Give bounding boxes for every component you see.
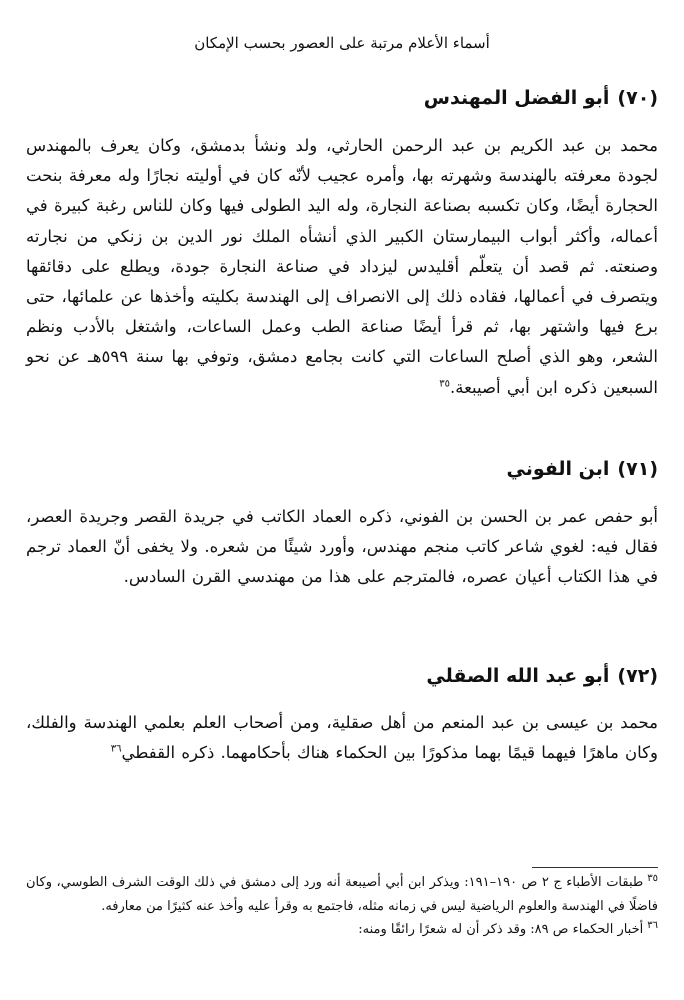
entry-number: (٧١) bbox=[617, 458, 658, 480]
footnote-text: طبقات الأطباء ج ٢ ص ١٩٠–١٩١: ويذكر ابن أبي أصيبعة أنه ورد إلى دمشق في ذلك الوقت الشرف الطوسي، وكان فاضلًا في الهندسة والعلوم الرياضية ليس في زمانه مثله، فاجتمع به وقرأ عليه وأخذ عنه كثيرًا من معارفه. bbox=[26, 875, 658, 914]
footnote-marker: ٣٥ bbox=[647, 872, 658, 884]
document-page bbox=[26, 0, 658, 1000]
footnote-ref-35[interactable]: ٣٥ bbox=[439, 378, 450, 390]
running-header: أسماء الأعلام مرتبة على العصور بحسب الإمكان bbox=[194, 34, 490, 52]
footnote-marker: ٣٦ bbox=[647, 919, 658, 931]
entry-heading-70 bbox=[26, 84, 658, 112]
footnote-35 bbox=[26, 871, 658, 918]
footnote-separator bbox=[532, 867, 658, 868]
entry-heading-72 bbox=[26, 662, 658, 690]
entry-name: أبو عبد الله الصقلي bbox=[426, 665, 610, 687]
entry-body-70 bbox=[26, 131, 658, 403]
footnotes bbox=[26, 871, 658, 942]
entry-heading-71 bbox=[26, 455, 658, 483]
footnote-text: أخبار الحكماء ص ٨٩: وقد ذكر أن له شعرًا رائقًا ومنه: bbox=[358, 922, 644, 937]
entry-text: محمد بن عيسى بن عبد المنعم من أهل صقلية، ومن أصحاب العلم بعلمي الهندسة والفلك، وكان ماهرًا فيهما قيمًا بهما مذكورًا بين الحكماء هناك بأحكامهما. ذكره القفطي bbox=[26, 713, 658, 763]
entry-body-71 bbox=[26, 502, 658, 593]
entry-text: أبو حفص عمر بن الحسن بن الفوني، ذكره العماد الكاتب في جريدة القصر وجريدة العصر، فقال فيه: لغوي شاعر كاتب منجم مهندس، وأورد شيئًا من شعره. ولا يخفى أنّ العماد ترجم في هذا الكتاب أعيان عصره، فالمترجم على هذا من مهندسي القرن السادس. bbox=[26, 507, 658, 587]
entry-body-72 bbox=[26, 708, 658, 768]
entry-number: (٧٢) bbox=[617, 665, 658, 687]
entry-name: أبو الفضل المهندس bbox=[423, 87, 610, 109]
entry-number: (٧٠) bbox=[617, 87, 658, 109]
footnote-ref-36[interactable]: ٣٦ bbox=[110, 743, 122, 755]
footnote-36 bbox=[26, 918, 658, 942]
entry-name: ابن الفوني bbox=[506, 458, 610, 480]
entry-text: محمد بن عبد الكريم بن عبد الرحمن الحارثي، ولد ونشأ بدمشق، وكان يعرف بالمهندس لجودة معرفته بالهندسة وشهرته بها، وأمره عجيب لأنّه كان في أوليته نجارًا وله معرفة بنحت الحجارة أيضًا، وكان تكسبه بصناعة النجارة، وله اليد الطولى فيها وكان للناس رغبة كبيرة في أعماله، وأكثر أبواب البيمارستان الكبير الذي أنشأه الملك نور الدين بن زنكي من نجارته وصنعته. ثم قصد أن يتعلّم أقليدس ليزداد في صناعة النجارة جودة، ويطلع على دقائقها ويتصرف في أعمالها، فقاده ذلك إلى الانصراف إلى الهندسة بكليته وأخذها عن علمائها، حتى برع فيها واشتهر بها، ثم قرأ أيضًا صناعة الطب وعمل الساعات، واشتغل بالأدب ونظم الشعر، وهو الذي أصلح الساعات التي كانت بجامع دمشق، وتوفي بها سنة ٥٩٩هـ عن نحو السبعين ذكره ابن أبي أصيبعة. bbox=[26, 136, 658, 397]
